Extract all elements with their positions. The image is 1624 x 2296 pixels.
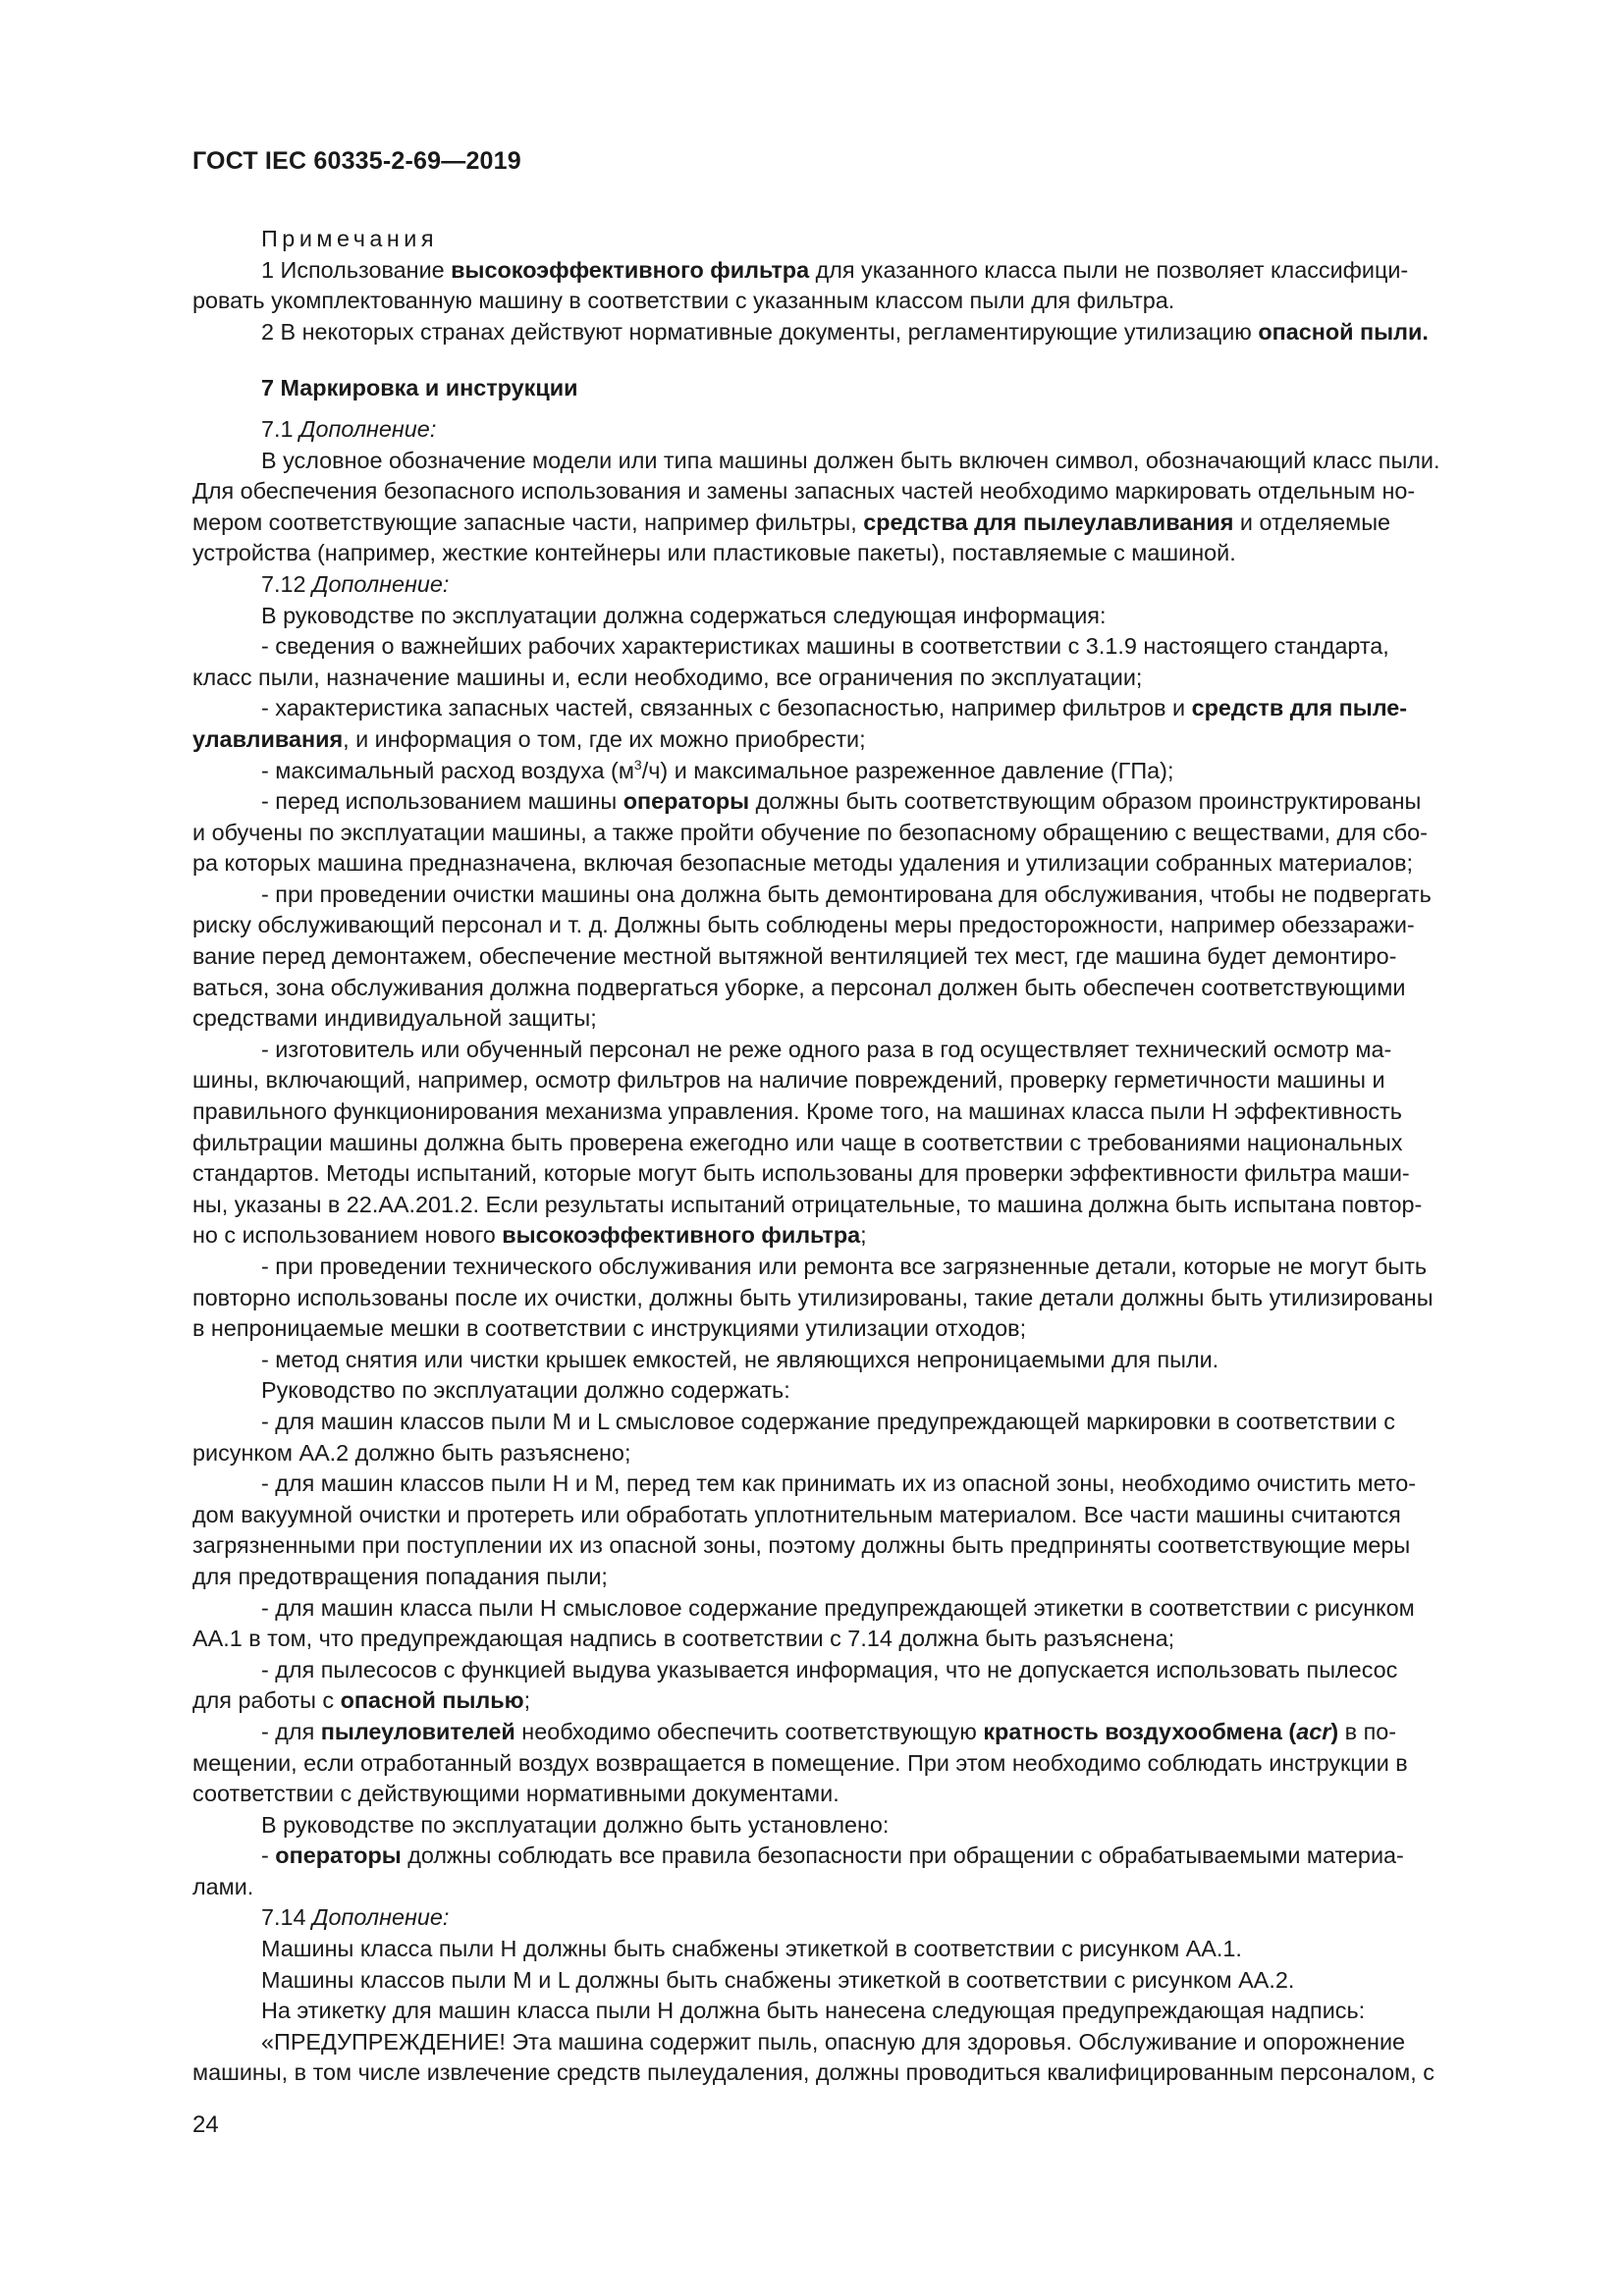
list-item-operators-safety: - операторы должны соблюдать все правила безопасности при обращении с обрабатываемыми материа- лами. [192, 1842, 1404, 1899]
note-1: 1 Использование высокоэффективного фильтра для указанного класса пыли не позволяет классифици- ровать укомплектованную машину в соответствии с указанным классом пыли для фильтра. [192, 256, 1409, 314]
list-item-lids: - метод снятия или чистки крышек емкостей, не являющихся непроницаемыми для пыли. [261, 1346, 1219, 1372]
list-item-operators-training: - перед использованием машины операторы должны быть соответствующим образом проинструктированы и обучены по эксплуатации машины, а также пройти обучение по безопасному обращению с веществами, для сбо- ра которых машина предназначена, включая безопасные методы удаления и утилизации собранных материалов; [192, 788, 1428, 877]
list-item-class-h-label: - для машин класса пыли Н смысловое содержание предупреждающей этикетки в соответствии с рисунком АА.1 в том, что предупреждающая надпись в соответствии с 7.14 должна быть разъяснена; [192, 1594, 1415, 1652]
clause-7-12-label: 7.12 Дополнение: [261, 570, 450, 597]
list-item-blowing: - для пылесосов с функцией выдува указывается информация, что не допускается использовать пылесос для работы с опасной пылью; [192, 1656, 1398, 1714]
list-item-inspection: - изготовитель или обученный персонал не реже одного раза в год осуществляет технический осмотр ма- шины, включающий, например, осмотр фильтров на наличие повреждений, проверку герметичности машины и правильного функционирования механизма управления. Кроме того, на машинах класса пыли Н эффективность фильтрации машины должна быть проверена ежегодно или чаще в соответствии с требованиями национальных стандартов. Методы испытаний, которые могут быть использованы для проверки эффективности фильтра маши- ны, указаны в 22.АА.201.2. Если результаты испытаний отрицательные, то машина должна быть испытана повтор- но с использованием нового высокоэффективного фильтра; [192, 1036, 1423, 1249]
page-number: 24 [192, 2111, 219, 2138]
clause-7-14-warning-text: «ПРЕДУПРЕЖДЕНИЕ! Эта машина содержит пыль, опасную для здоровья. Обслуживание и опорожнение машины, в том числе извлечение средств пылеудаления, должны проводиться квалифицированным персоналом, с [192, 2028, 1435, 2086]
clause-7-1-label: 7.1 Дополнение: [261, 415, 437, 442]
section-7-heading: 7 Маркировка и инструкции [261, 375, 578, 401]
page-header-standard-number: ГОСТ IEC 60335-2-69—2019 [192, 147, 521, 175]
manual-contents-intro: Руководство по эксплуатации должно содержать: [261, 1377, 790, 1404]
list-item-classes-hm: - для машин классов пыли Н и М, перед тем как принимать их из опасной зоны, необходимо очистить мето- дом вакуумной очистки и протереть или обработать уплотнительным материалом. Все части машины считаются загрязненными при поступлении их из опасной зоны, поэтому должны быть предприняты соответствующие меры для предотвращения попадания пыли; [192, 1470, 1417, 1589]
manual-established-intro: В руководстве по эксплуатации должно быть установлено: [261, 1811, 890, 1838]
list-item-airflow: - максимальный расход воздуха $(м^3/ч)$ и максимальное разреженное давление (ГПа); [261, 756, 1174, 783]
notes-title: Примечания [261, 226, 439, 251]
clause-7-14-warning-intro: На этикетку для машин класса пыли Н должна быть нанесена следующая предупреждающая надпись: [261, 1998, 1366, 2024]
clause-7-14-class-ml: Машины классов пыли М и L должны быть снабжены этикеткой в соответствии с рисунком АА.2. [261, 1966, 1295, 1993]
list-item-cleaning: - при проведении очистки машины она должна быть демонтирована для обслуживания, чтобы не подвергать риску обслуживающий персонал и т. д. Должны быть соблюдены меры предосторожности, например обеззаражи- вание перед демонтажем, обеспечение местной вытяжной вентиляцией тех мест, где машина будет демонтиро- ваться, зона обслуживания должна подвергаться уборке, а персонал должен быть обеспечен соответствующими средствами индивидуальной защиты; [192, 881, 1432, 1032]
list-item-classes-ml: - для машин классов пыли М и L смысловое содержание предупреждающей маркировки в соответствии с рисунком АА.2 должно быть разъяснено; [192, 1408, 1395, 1466]
clause-7-1-text: В условное обозначение модели или типа машины должен быть включен символ, обозначающий класс пыли. Для обеспечения безопасного использования и замены запасных частей необходимо маркировать отдельным но- мером соответствующие запасные части, например фильтры, средства для пылеулавливания и отделяемые устройства (например, жесткие контейнеры или пластиковые пакеты), поставляемые с машиной. [192, 447, 1440, 566]
document-body [192, 224, 1526, 2089]
list-item-spare-parts: - характеристика запасных частей, связанных с безопасностью, например фильтров и средств для пыле- улавливания, и информация о том, где их можно приобрести; [192, 695, 1408, 752]
clause-7-12-intro: В руководстве по эксплуатации должна содержаться следующая информация: [261, 602, 1107, 628]
list-item-maintenance: - при проведении технического обслуживания или ремонта все загрязненные детали, которые не могут быть повторно использованы после их очистки, должны быть утилизированы, такие детали должны быть утилизированы в непроницаемые мешки в соответствии с инструкциями утилизации отходов; [192, 1254, 1434, 1342]
clause-7-14-class-h: Машины класса пыли Н должны быть снабжены этикеткой в соответствии с рисунком АА.1. [261, 1936, 1242, 1962]
list-item-characteristics: - сведения о важнейших рабочих характеристиках машины в соответствии с 3.1.9 настоящего стандарта, класс пыли, назначение машины и, если необходимо, все ограничения по эксплуатации; [192, 633, 1389, 690]
list-item-dust-extractors: - для пылеуловителей необходимо обеспечить соответствующую кратность воздухообмена (acr) в по- мещении, если отработанный воздух возвращается в помещение. При этом необходимо соблюдать инструкции в соответствии с действующими нормативными документами. [192, 1718, 1408, 1807]
clause-7-14-label: 7.14 Дополнение: [261, 1904, 450, 1931]
note-2: 2 В некоторых странах действуют нормативные документы, регламентирующие утилизацию опасной пыли. [261, 318, 1429, 345]
